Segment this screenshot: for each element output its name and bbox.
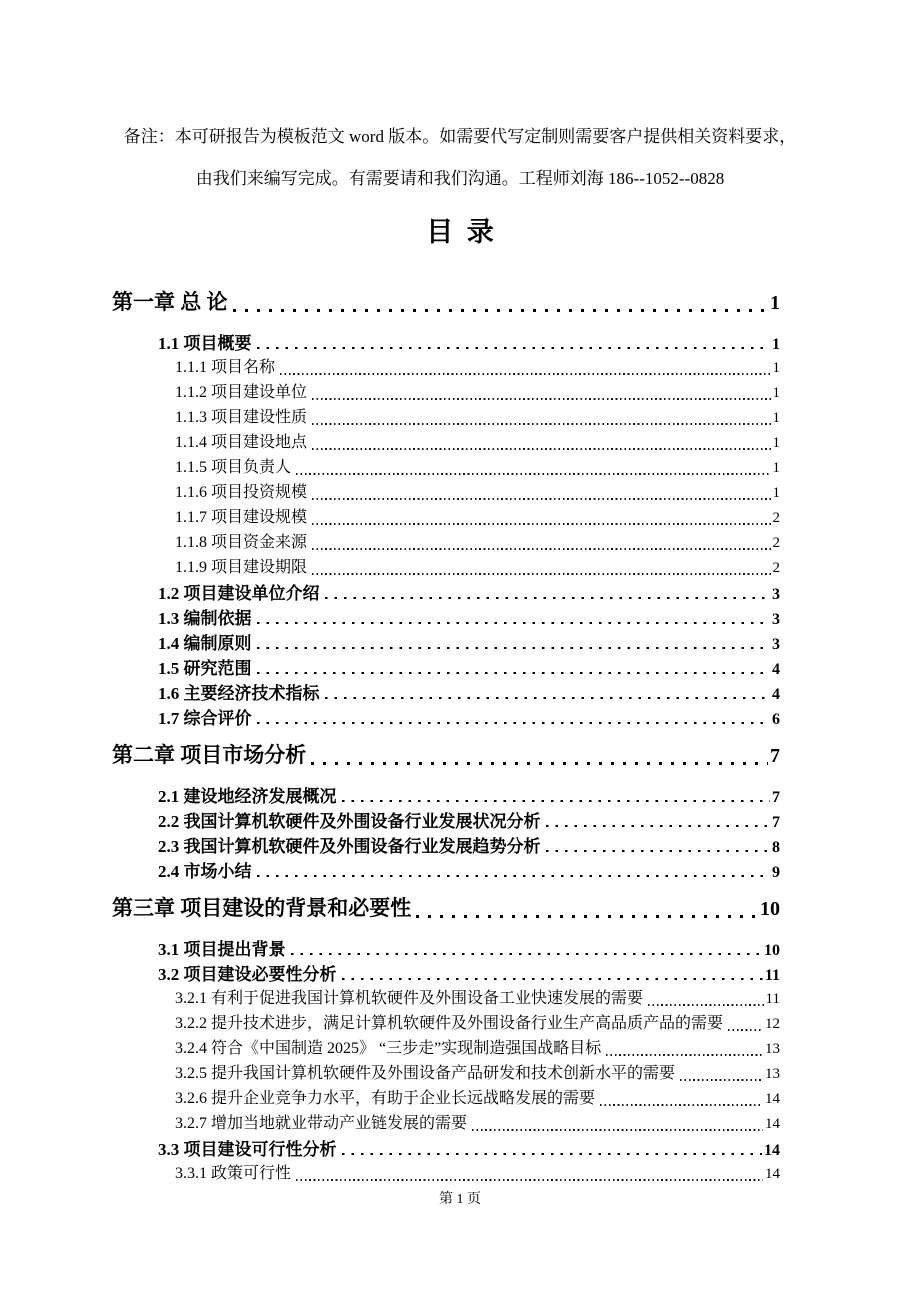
- table-of-contents: [0, 286, 920, 1185]
- toc-page-number: 9: [772, 864, 780, 881]
- toc-dot-leader: [311, 762, 768, 765]
- toc-dot-leader: [342, 800, 771, 802]
- toc-entry-sub[interactable]: [0, 354, 920, 379]
- toc-page-number: 14: [764, 1142, 780, 1159]
- toc-page-number: 8: [772, 839, 780, 856]
- toc-dot-leader: [312, 498, 770, 500]
- toc-dot-leader: [233, 309, 769, 312]
- toc-page-number: 1: [770, 292, 780, 314]
- toc-entry-sub[interactable]: [0, 1060, 920, 1085]
- toc-entry-sub[interactable]: [0, 554, 920, 579]
- toc-page-number: 1: [772, 360, 780, 376]
- toc-page-number: 3: [772, 611, 780, 628]
- page-footer: 第 1 页: [439, 1192, 481, 1207]
- toc-dot-leader: [472, 1129, 763, 1131]
- toc-page-number: 14: [765, 1166, 780, 1182]
- toc-page-number: 1: [772, 485, 780, 501]
- toc-entry-label: 3.2.2 提升技术进步，满足计算机软硬件及外围设备行业生产高品质产品的需要: [175, 1015, 724, 1032]
- toc-entry-section[interactable]: [0, 782, 920, 807]
- toc-page-number: 1: [772, 460, 780, 476]
- toc-entry-label: 第二章 项目市场分析: [112, 743, 307, 767]
- toc-entry-label: 3.2.6 提升企业竞争力水平，有助于企业长远战略发展的需要: [175, 1090, 596, 1107]
- toc-entry-sub[interactable]: [0, 1035, 920, 1060]
- toc-entry-label: 1.1.3 项目建设性质: [175, 409, 308, 426]
- toc-page-number: 6: [772, 711, 780, 728]
- toc-dot-leader: [325, 597, 771, 599]
- toc-dot-leader: [257, 647, 771, 649]
- toc-entry-section[interactable]: [0, 704, 920, 729]
- toc-entry-sub[interactable]: [0, 1110, 920, 1135]
- toc-entry-sub[interactable]: [0, 1160, 920, 1185]
- toc-page-number: 7: [772, 814, 780, 831]
- toc-page-number: 1: [772, 336, 780, 353]
- toc-entry-label: 2.3 我国计算机软硬件及外围设备行业发展趋势分析: [158, 837, 541, 856]
- toc-entry-label: 1.1.6 项目投资规模: [175, 484, 308, 501]
- toc-page-number: 14: [765, 1091, 780, 1107]
- toc-dot-leader: [546, 850, 771, 852]
- toc-entry-section[interactable]: [0, 679, 920, 704]
- toc-entry-section[interactable]: [0, 579, 920, 604]
- toc-dot-leader: [257, 347, 771, 349]
- toc-entry-label: 3.2.1 有利于促进我国计算机软硬件及外围设备工业快速发展的需要: [175, 990, 644, 1007]
- toc-entry-sub[interactable]: [0, 404, 920, 429]
- toc-dot-leader: [257, 622, 771, 624]
- toc-entry-label: 1.1.2 项目建设单位: [175, 384, 308, 401]
- toc-dot-leader: [312, 523, 770, 525]
- toc-dot-leader: [680, 1079, 763, 1081]
- toc-entry-section[interactable]: [0, 935, 920, 960]
- toc-entry-section[interactable]: [0, 604, 920, 629]
- toc-dot-leader: [312, 398, 770, 400]
- toc-title: 目 录: [426, 217, 494, 247]
- toc-page-number: 3: [772, 636, 780, 653]
- toc-entry-label: 3.3.1 政策可行性: [175, 1165, 292, 1182]
- toc-entry-label: 1.6 主要经济技术指标: [158, 684, 320, 703]
- toc-dot-leader: [546, 825, 771, 827]
- toc-page-number: 11: [765, 991, 780, 1007]
- toc-dot-leader: [606, 1054, 763, 1056]
- toc-dot-leader: [312, 423, 770, 425]
- toc-page-number: 2: [772, 535, 780, 551]
- toc-entry-sub[interactable]: [0, 529, 920, 554]
- toc-dot-leader: [325, 697, 771, 699]
- toc-entry-section[interactable]: [0, 857, 920, 882]
- toc-page-number: 1: [772, 385, 780, 401]
- toc-entry-sub[interactable]: [0, 1085, 920, 1110]
- toc-entry-label: 2.4 市场小结: [158, 862, 252, 881]
- toc-entry-label: 1.3 编制依据: [158, 609, 252, 628]
- toc-dot-leader: [280, 373, 770, 375]
- toc-page-number: 12: [765, 1016, 780, 1032]
- toc-entry-label: 3.3 项目建设可行性分析: [158, 1140, 337, 1159]
- toc-dot-leader: [342, 1153, 763, 1155]
- toc-entry-label: 1.4 编制原则: [158, 634, 252, 653]
- toc-entry-section[interactable]: [0, 807, 920, 832]
- toc-entry-sub[interactable]: [0, 429, 920, 454]
- toc-entry-sub[interactable]: [0, 479, 920, 504]
- toc-entry-label: 1.1 项目概要: [158, 334, 252, 353]
- toc-entry-sub[interactable]: [0, 504, 920, 529]
- toc-entry-label: 1.2 项目建设单位介绍: [158, 584, 320, 603]
- toc-dot-leader: [648, 1004, 764, 1006]
- toc-entry-label: 3.2.4 符合《中国制造 2025》 “三步走”实现制造强国战略目标: [175, 1040, 602, 1057]
- toc-entry-label: 1.1.9 项目建设期限: [175, 559, 308, 576]
- toc-entry-label: 2.1 建设地经济发展概况: [158, 787, 337, 806]
- toc-page-number: 1: [772, 410, 780, 426]
- toc-entry-section[interactable]: [0, 832, 920, 857]
- toc-entry-label: 3.2.7 增加当地就业带动产业链发展的需要: [175, 1115, 468, 1132]
- toc-dot-leader: [257, 672, 771, 674]
- toc-page-number: 11: [764, 967, 780, 984]
- toc-page-number: 3: [772, 586, 780, 603]
- toc-dot-leader: [312, 448, 770, 450]
- template-note: [108, 0, 812, 200]
- toc-entry-label: 第一章 总 论: [112, 290, 228, 314]
- toc-entry-label: 1.1.7 项目建设规模: [175, 509, 308, 526]
- toc-entry-sub[interactable]: [0, 379, 920, 404]
- toc-entry-label: 1.7 综合评价: [158, 709, 252, 728]
- toc-entry-section[interactable]: [0, 1135, 920, 1160]
- toc-page-number: 10: [760, 898, 780, 920]
- toc-page-number: 13: [765, 1066, 780, 1082]
- toc-entry-sub[interactable]: [0, 1010, 920, 1035]
- toc-entry-chapter[interactable]: [0, 286, 920, 320]
- toc-entry-sub[interactable]: [0, 985, 920, 1010]
- toc-dot-leader: [312, 548, 770, 550]
- toc-page-number: 2: [772, 510, 780, 526]
- toc-page-number: 7: [770, 745, 780, 767]
- toc-dot-leader: [416, 915, 758, 918]
- toc-entry-label: 1.1.5 项目负责人: [175, 459, 292, 476]
- toc-dot-leader: [312, 573, 770, 575]
- toc-entry-section[interactable]: [0, 654, 920, 679]
- toc-entry-chapter[interactable]: [0, 892, 920, 926]
- toc-dot-leader: [291, 953, 763, 955]
- toc-entry-sub[interactable]: [0, 454, 920, 479]
- toc-dot-leader: [257, 722, 771, 724]
- note-line-2: 由我们来编写完成。有需要请和我们沟通。工程师刘海 186--1052--0828: [195, 169, 725, 188]
- toc-entry-label: 1.5 研究范围: [158, 659, 252, 678]
- toc-page-number: 4: [772, 661, 780, 678]
- toc-entry-chapter[interactable]: [0, 739, 920, 773]
- toc-page-number: 14: [765, 1116, 780, 1132]
- toc-entry-label: 3.1 项目提出背景: [158, 940, 286, 959]
- toc-page-number: 10: [764, 942, 780, 959]
- toc-entry-section[interactable]: [0, 960, 920, 985]
- toc-page-number: 4: [772, 686, 780, 703]
- toc-entry-label: 3.2 项目建设必要性分析: [158, 965, 337, 984]
- toc-entry-label: 3.2.5 提升我国计算机软硬件及外围设备产品研发和技术创新水平的需要: [175, 1065, 676, 1082]
- toc-dot-leader: [296, 1179, 763, 1181]
- toc-entry-label: 1.1.8 项目资金来源: [175, 534, 308, 551]
- toc-dot-leader: [342, 978, 763, 980]
- toc-dot-leader: [600, 1104, 763, 1106]
- toc-entry-label: 2.2 我国计算机软硬件及外围设备行业发展状况分析: [158, 812, 541, 831]
- toc-entry-section[interactable]: [0, 629, 920, 654]
- toc-entry-section[interactable]: [0, 329, 920, 354]
- toc-page-number: 1: [772, 435, 780, 451]
- toc-page-number: 7: [772, 789, 780, 806]
- toc-dot-leader: [728, 1029, 763, 1031]
- toc-entry-label: 1.1.4 项目建设地点: [175, 434, 308, 451]
- note-line-1: 备注：本可研报告为模板范文 word 版本。如需要代写定制则需要客户提供相关资料要求，: [123, 127, 797, 146]
- toc-page-number: 2: [772, 560, 780, 576]
- toc-dot-leader: [257, 875, 771, 877]
- toc-entry-label: 第三章 项目建设的背景和必要性: [112, 896, 412, 920]
- toc-page-number: 13: [765, 1041, 780, 1057]
- toc-dot-leader: [296, 473, 770, 475]
- toc-entry-label: 1.1.1 项目名称: [175, 359, 276, 376]
